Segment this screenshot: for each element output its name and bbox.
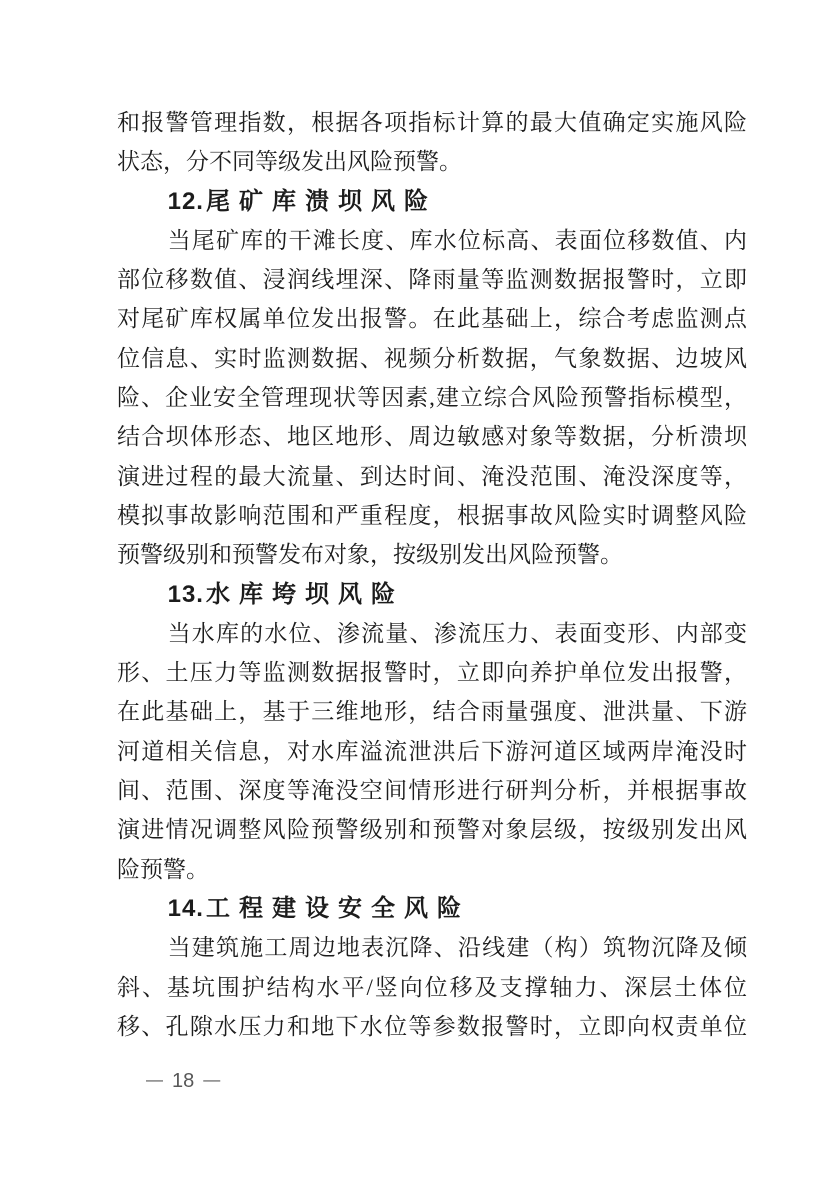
text-line: 当水库的水位、渗流量、渗流压力、表面变形、内部变 <box>167 620 747 646</box>
paragraph <box>117 221 747 575</box>
text-line: 斜、基坑围护结构水平/竖向位移及支撑轴力、深层土体位 <box>117 974 747 1000</box>
text-line: 状态，分不同等级发出风险预警。 <box>117 149 462 175</box>
document-body <box>117 103 747 1046</box>
text-line: 结合坝体形态、地区地形、周边敏感对象等数据，分析溃坝 <box>117 424 747 450</box>
page-number: 18 <box>172 1070 195 1092</box>
section-title: 尾矿库溃坝风险 <box>205 188 437 215</box>
footer-dash-left: — <box>146 1070 163 1089</box>
text-line: 在此基础上，基于三维地形，结合雨量强度、泄洪量、下游 <box>117 699 747 725</box>
text-line: 险、企业安全管理现状等因素,建立综合风险预警指标模型， <box>117 385 747 411</box>
text-line: 间、范围、深度等淹没空间情形进行研判分析，并根据事故 <box>117 778 747 804</box>
text-line: 险预警。 <box>117 856 209 882</box>
text-line: 河道相关信息，对水库溢流泄洪后下游河道区域两岸淹没时 <box>117 738 747 764</box>
text-line: 当尾矿库的干滩长度、库水位标高、表面位移数值、内 <box>167 227 747 253</box>
text-line: 预警级别和预警发布对象，按级别发出风险预警。 <box>117 542 623 568</box>
paragraph <box>117 614 747 889</box>
section-number: 12. <box>167 187 204 215</box>
section-heading <box>117 182 747 221</box>
text-line: 对尾矿库权属单位发出报警。在此基础上，综合考虑监测点 <box>117 306 747 332</box>
text-line: 演进过程的最大流量、到达时间、淹没范围、淹没深度等， <box>117 463 747 489</box>
text-line: 位信息、实时监测数据、视频分析数据，气象数据、边坡风 <box>117 345 747 371</box>
text-line: 形、土压力等监测数据报警时，立即向养护单位发出报警， <box>117 660 747 686</box>
footer-dash-right: — <box>203 1070 221 1089</box>
section-title: 水库垮坝风险 <box>205 581 404 608</box>
section-heading <box>117 575 747 614</box>
page-footer <box>146 1068 220 1094</box>
text-line: 部位移数值、浸润线埋深、降雨量等监测数据报警时，立即 <box>117 267 747 293</box>
text-line: 当建筑施工周边地表沉降、沿线建（构）筑物沉降及倾 <box>167 935 747 961</box>
text-line: 移、孔隙水压力和地下水位等参数报警时，立即向权责单位 <box>117 1013 747 1039</box>
section-number: 14. <box>167 894 204 922</box>
text-line: 和报警管理指数，根据各项指标计算的最大值确定实施风险 <box>117 110 747 135</box>
paragraph <box>117 928 747 1046</box>
section-number: 13. <box>167 580 204 608</box>
paragraph <box>117 103 747 182</box>
section-title: 工程建设安全风险 <box>205 895 470 922</box>
section-heading <box>117 889 747 928</box>
text-line: 模拟事故影响范围和严重程度，根据事故风险实时调整风险 <box>117 502 747 528</box>
text-line: 演进情况调整风险预警级别和预警对象层级，按级别发出风 <box>117 817 747 843</box>
